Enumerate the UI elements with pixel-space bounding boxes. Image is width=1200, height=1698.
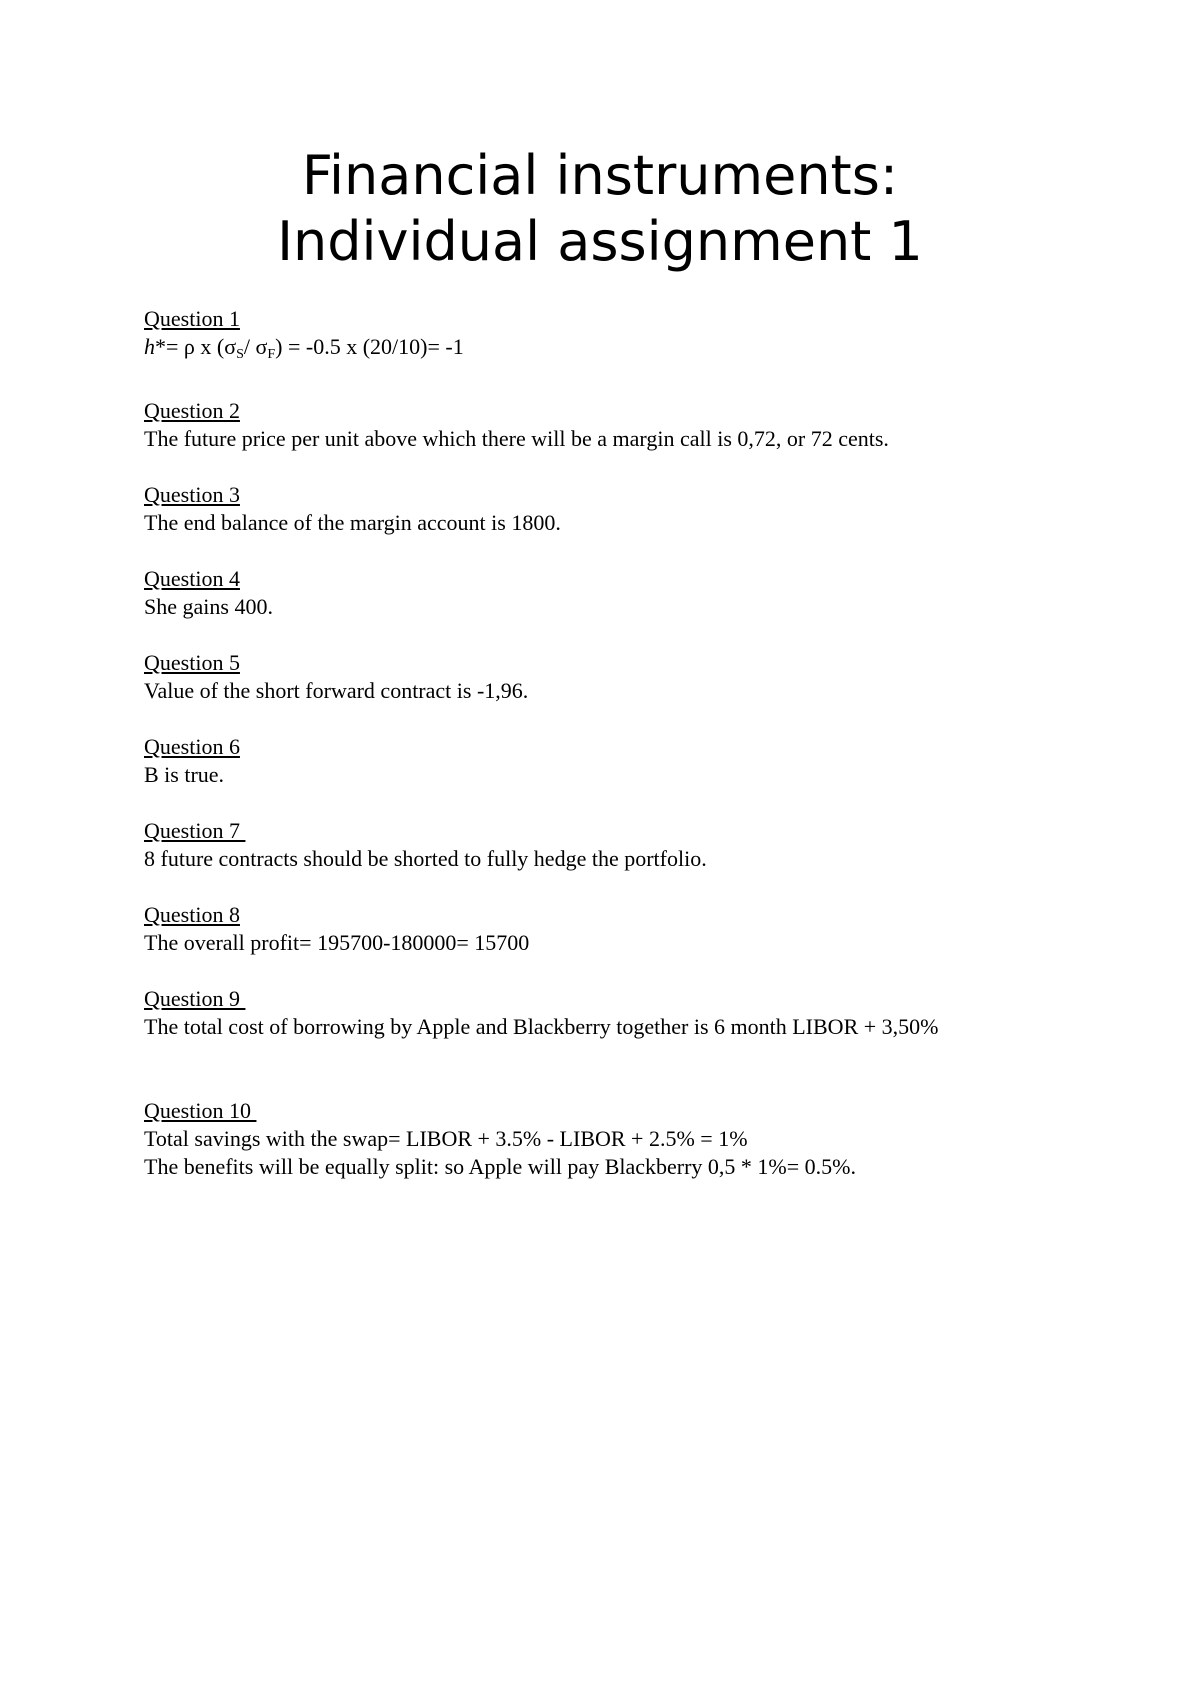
spacer: [144, 789, 1104, 817]
questions-list: [144, 305, 1104, 1181]
question-1: [144, 305, 1104, 369]
question-heading: Question 10: [144, 1098, 257, 1123]
formula-part: *= ρ x (σ: [155, 334, 237, 359]
title-line-1: Financial instruments:: [301, 144, 899, 207]
question-answer: Total savings with the swap= LIBOR + 3.5% - LIBOR + 2.5% = 1%: [144, 1126, 748, 1151]
question-answer: She gains 400.: [144, 594, 273, 619]
formula-subscript-f: F: [267, 347, 276, 362]
question-heading: Question 6: [144, 734, 240, 759]
question-9: [144, 985, 1104, 1041]
question-heading: Question 2: [144, 398, 240, 423]
formula-subscript-s: S: [236, 347, 244, 362]
question-answer: 8 future contracts should be shorted to fully hedge the portfolio.: [144, 846, 707, 871]
question-4: [144, 565, 1104, 621]
spacer: [144, 537, 1104, 565]
question-7: [144, 817, 1104, 873]
formula-part: ) = -0.5 x (20/10)= -1: [275, 334, 464, 359]
question-heading: Question 7: [144, 818, 246, 843]
question-5: [144, 649, 1104, 705]
question-heading: Question 1: [144, 306, 240, 331]
question-answer: The total cost of borrowing by Apple and Blackberry together is 6 month LIBOR + 3,50%: [144, 1014, 939, 1039]
spacer: [144, 369, 1104, 397]
question-3: [144, 481, 1104, 537]
question-heading: Question 5: [144, 650, 240, 675]
formula-h: h: [144, 334, 155, 359]
question-2: [144, 397, 1104, 453]
title-line-2: Individual assignment 1: [277, 210, 923, 273]
spacer: [144, 453, 1104, 481]
spacer: [144, 621, 1104, 649]
question-answer: The benefits will be equally split: so Apple will pay Blackberry 0,5 * 1%= 0.5%.: [144, 1154, 856, 1179]
question-heading: Question 8: [144, 902, 240, 927]
spacer: [144, 957, 1104, 985]
formula-part: / σ: [243, 334, 268, 359]
spacer: [144, 873, 1104, 901]
question-answer: [144, 333, 1104, 369]
question-answer: The end balance of the margin account is 1800.: [144, 510, 561, 535]
question-heading: Question 3: [144, 482, 240, 507]
question-heading: Question 9: [144, 986, 246, 1011]
question-6: [144, 733, 1104, 789]
spacer: [144, 705, 1104, 733]
question-answer: B is true.: [144, 762, 225, 787]
question-answer: The future price per unit above which there will be a margin call is 0,72, or 72 cents.: [144, 426, 889, 451]
question-answer: Value of the short forward contract is -1,96.: [144, 678, 529, 703]
question-answer: The overall profit= 195700-180000= 15700: [144, 930, 530, 955]
spacer: [144, 1041, 1104, 1097]
question-10: [144, 1097, 1104, 1181]
document-title: [0, 143, 1200, 275]
question-heading: Question 4: [144, 566, 240, 591]
question-8: [144, 901, 1104, 957]
